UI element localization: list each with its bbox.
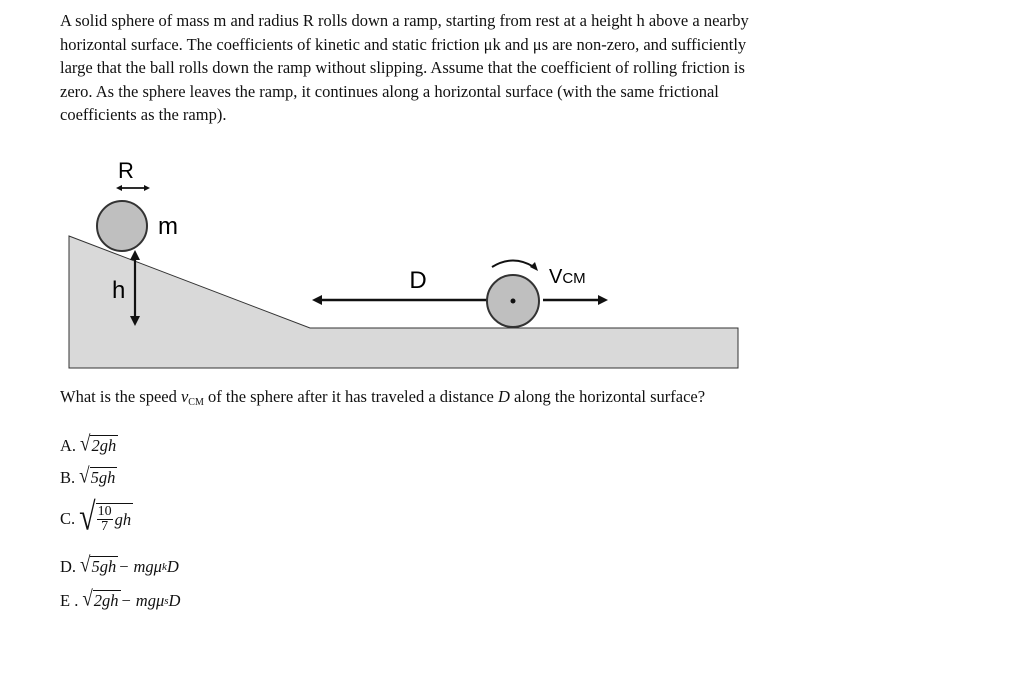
prompt-var-v: v <box>180 387 189 406</box>
choice-d-sub: k <box>161 560 167 573</box>
choice-c-label: C. <box>60 508 76 528</box>
height-arrow-head-top <box>130 250 140 260</box>
choice-e-rest: − mgμ <box>120 590 165 610</box>
choice-d-rest: − mgμ <box>118 556 162 576</box>
question-paragraph: A solid sphere of mass m and radius R rolls down a ramp, starting from rest at a height h above a nearby horizontal surface. The coefficients of kinetic and static friction μk and μs are non-zero, and sufficiently large that the ball rolls down the ramp without slipping. Assume that the coefficient of rolling friction is zero. As the sphere leaves the ramp, it continues along a horizontal surface (with the same frictional coefficients as the ramp). <box>60 11 749 125</box>
choice-c-gh: gh <box>114 509 132 529</box>
choice-e[interactable] <box>60 587 181 612</box>
choice-d[interactable] <box>60 553 179 578</box>
choice-b-label: B. <box>60 467 76 487</box>
prompt-text-after: along the horizontal surface? <box>509 387 706 406</box>
ramp-diagram <box>60 150 750 375</box>
radius-arrow-head-left <box>116 185 122 191</box>
choice-c-expr: √ $\frac{10}{7}$ gh <box>79 495 132 539</box>
question-text <box>60 9 760 127</box>
label-vcm: VCM <box>549 266 586 288</box>
ramp-shape <box>69 236 738 368</box>
question-prompt <box>60 385 720 415</box>
rotation-arrow <box>492 261 534 268</box>
prompt-text-before: What is the speed <box>60 387 181 406</box>
choice-e-expr: √ 2gh <box>82 587 119 612</box>
radius-arrow-head-right <box>144 185 150 191</box>
choice-c[interactable] <box>60 495 133 539</box>
choice-b-expr: √ 5gh <box>79 464 116 489</box>
label-R: R <box>118 158 134 183</box>
choice-a-label: A. <box>60 435 77 455</box>
velocity-arrow-head <box>598 295 608 305</box>
choice-e-sub: s <box>164 594 169 607</box>
choice-c-numerator: 10 <box>97 504 112 519</box>
prompt-var-sub: CM <box>188 397 204 408</box>
label-m: m <box>158 213 178 240</box>
prompt-var-D: D <box>497 387 510 406</box>
choice-e-label: E . <box>60 590 79 610</box>
choice-c-denominator: 7 <box>101 519 109 534</box>
sphere-on-ramp <box>97 201 147 251</box>
choice-d-expr: √ 5gh <box>80 553 117 578</box>
distance-arrow-head-left <box>312 295 322 305</box>
choice-d-label: D. <box>60 556 77 576</box>
choice-d-end: D <box>166 556 179 576</box>
choice-a[interactable] <box>60 432 118 457</box>
prompt-text-mid: of the sphere after it has traveled a distance <box>203 387 498 406</box>
choice-b[interactable] <box>60 464 117 489</box>
choice-a-expr: √ 2gh <box>80 432 117 457</box>
sphere-center-dot <box>511 299 516 304</box>
rotation-arrow-head <box>530 262 538 271</box>
label-D: D <box>409 267 427 294</box>
choice-e-end: D <box>168 590 181 610</box>
label-h: h <box>112 277 126 304</box>
prompt-line <box>60 385 720 415</box>
